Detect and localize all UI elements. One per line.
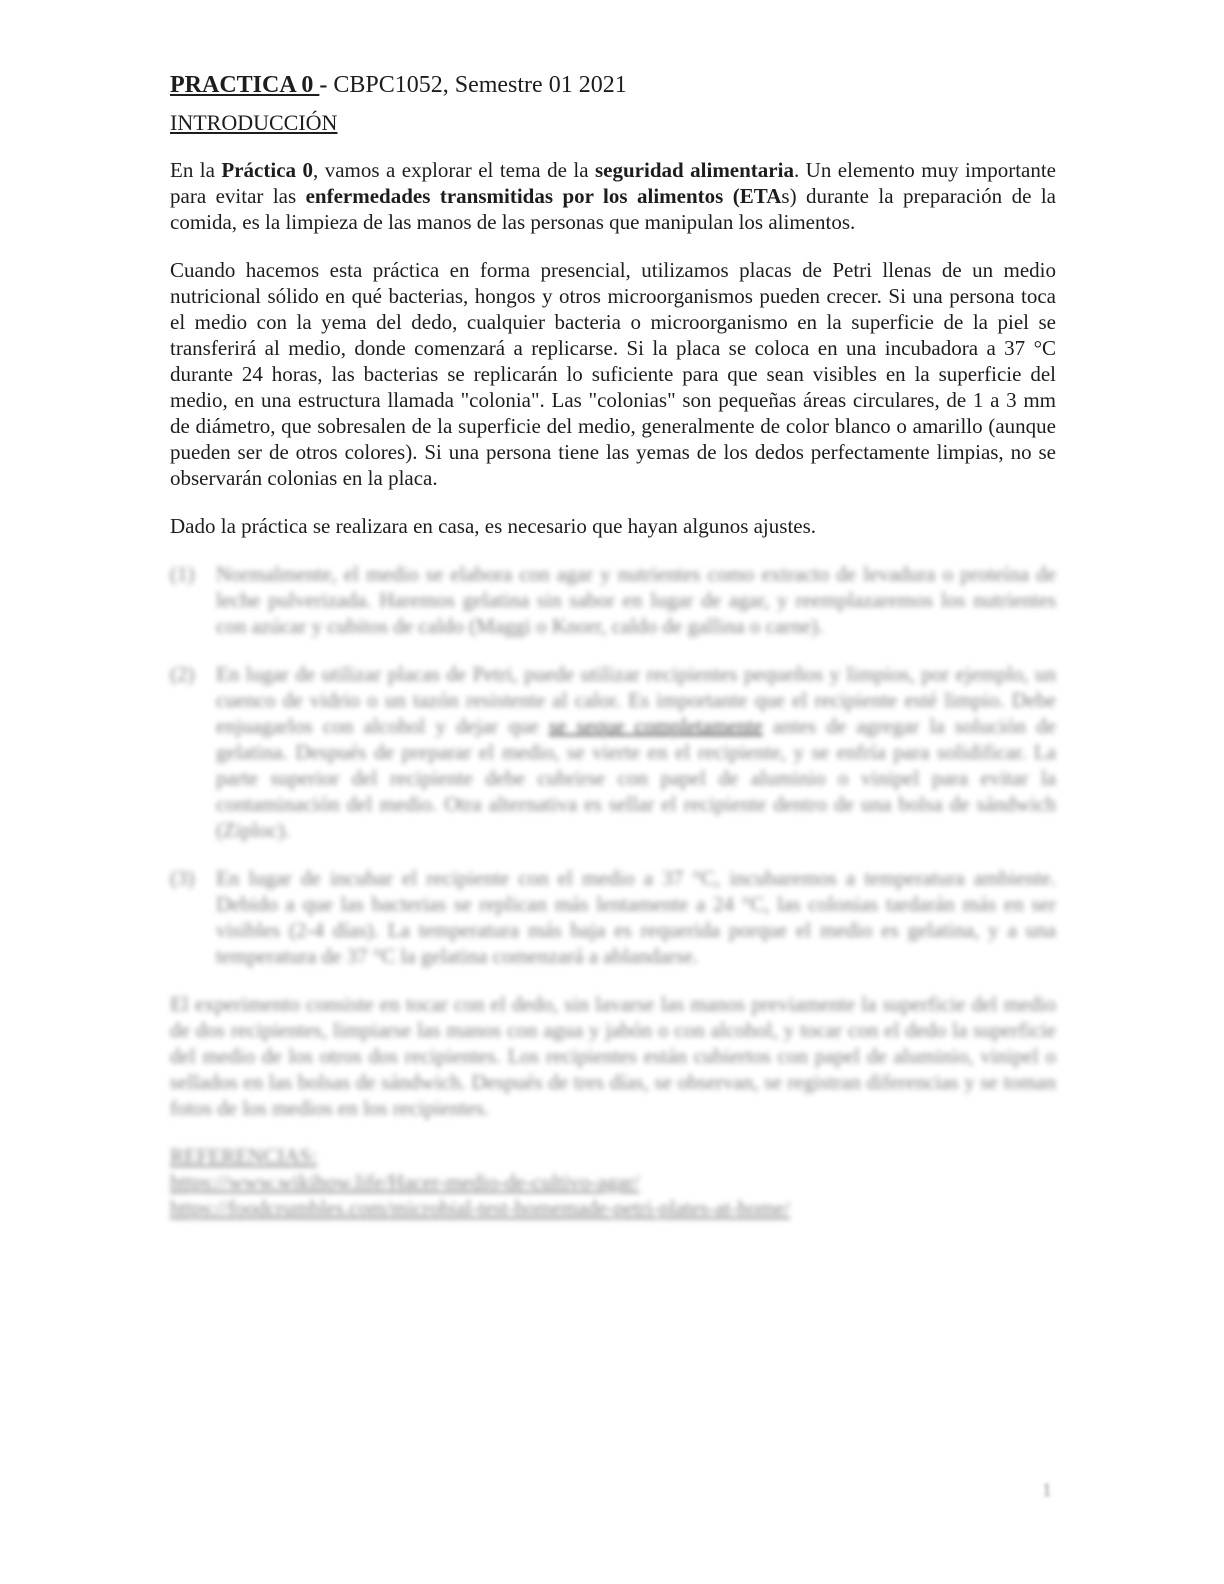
text-run: En lugar de incubar el recipiente con el medio a 37 °C, incubaremos a temperatura ambiente. Debido a que las bacterias se replican más lentamente a 24 °C, las colonias tardarán más en ser visibles (2-4 días). La temperatura más baja es requerida porque el medio es gelatina, y a una temperatura de 37 °C la gelatina comenzará a ablandarse. bbox=[216, 866, 1056, 968]
text-run: , vamos a explorar el tema de la bbox=[313, 158, 595, 182]
adjustment-item-text bbox=[216, 561, 1056, 639]
text-run: . Un elemento muy importante para evitar las bbox=[170, 158, 1057, 208]
text-run: seguridad alimentaria bbox=[595, 158, 794, 182]
adjustment-item-1 bbox=[170, 561, 1056, 639]
text-run bbox=[723, 184, 732, 208]
text-run: - bbox=[319, 72, 334, 98]
text-run: El experimento consiste en tocar con el dedo, sin lavarse las manos previamente la superficie del medio de dos recipientes, limpiarse las manos con agua y jabón o con alcohol, y tocar con el dedo la superficie del medio de los otros dos recipientes. Los recipientes están cubiertos con papel de aluminio, vinipel o sellados en las bolsas de sándwich. Después de tres días, se observan, se registran diferencias y se toman fotos de los medios en los recipientes. bbox=[170, 992, 1056, 1120]
adjustment-item-3 bbox=[170, 865, 1056, 969]
text-run: enfermedades transmitidas por los alimentos bbox=[305, 184, 724, 208]
references-section bbox=[170, 1143, 1056, 1221]
intro-paragraph-2: Cuando hacemos esta práctica en forma presencial, utilizamos placas de Petri llenas de un medio nutricional sólido en qué bacterias, hongos y otros microorganismos pueden crecer. Si una persona toca el medio con la yema del dedo, cualquier bacteria o microorganismo en la superficie de la piel se transferirá al medio, donde comenzará a replicarse. Si la placa se coloca en una incubadora a 37 °C durante 24 horas, las bacterias se replicarán lo suficiente para que sean visibles en la superficie del medio, en una estructura llamada "colonia". Las "colonias" son pequeñas áreas circulares, de 1 a 3 mm de diámetro, que sobresalen de la superficie del medio, generalmente de color blanco o amarillo (aunque pueden ser de otros colores). Si una persona tiene las yemas de los dedos perfectamente limpias, no se observarán colonias en la placa. bbox=[170, 258, 1056, 490]
list-marker: (3) bbox=[170, 866, 195, 890]
adjustment-item-text bbox=[216, 865, 1056, 969]
adjustment-item-2 bbox=[170, 661, 1056, 843]
intro-paragraph-3: Dado la práctica se realizara en casa, es necesario que hayan algunos ajustes. bbox=[170, 514, 817, 538]
reference-link-1[interactable]: https://www.wikihow.life/Hacer-medio-de-cultivo-agar/ bbox=[170, 1170, 640, 1194]
text-run: PRACTICA 0 bbox=[170, 72, 320, 98]
text-run: CBPC1052, Semestre 01 2021 bbox=[333, 72, 627, 98]
text-run: se seque completamente bbox=[548, 714, 763, 738]
adjustment-item-text bbox=[216, 661, 1056, 843]
list-marker: (1) bbox=[170, 562, 195, 586]
list-marker: (2) bbox=[170, 662, 195, 686]
references-heading: REFERENCIAS: bbox=[170, 1144, 318, 1168]
text-run: Normalmente, el medio se elabora con agar y nutrientes como extracto de levadura o proteína de leche pulverizada. Haremos gelatina sin sabor en lugar de agar, y reemplazaremos los nutrientes con azúcar y cubitos de caldo (Maggi o Knorr, caldo de gallina o carne). bbox=[216, 562, 1056, 638]
page-number: 1 bbox=[1042, 1480, 1052, 1501]
text-run: antes de agregar la solución de gelatina. Después de preparar el medio, se vierte en el recipiente, y se enfría para solidificar. La parte superior del recipiente debe cubrirse con papel de aluminio o vinipel para evitar la contaminación del medio. Otra alternativa es sellar el recipiente dentro de una bolsa de sándwich (Ziploc). bbox=[216, 714, 1056, 842]
text-run: Práctica 0 bbox=[221, 158, 313, 182]
text-run: En lugar de utilizar placas de Petri, puede utilizar recipientes pequeños y limpios, por ejemplo, un cuenco de vidrio o un tazón resistente al calor. Es importante que el recipiente esté limpio. Debe enjuagarlos con alcohol y dejar que bbox=[216, 662, 1056, 738]
experiment-paragraph bbox=[170, 991, 1056, 1121]
text-run: (ETA bbox=[732, 184, 782, 208]
text-run: En la bbox=[170, 158, 222, 182]
intro-heading: INTRODUCCIÓN bbox=[170, 110, 338, 135]
intro-paragraph-1 bbox=[170, 157, 1056, 235]
page-title bbox=[170, 70, 1056, 100]
reference-link-2[interactable]: https://foodcrumbles.com/microbial-test-homemade-petri-plates-at-home/ bbox=[170, 1196, 790, 1220]
text-run: s) durante la preparación de la comida, es la limpieza de las manos de las personas que manipulan los alimentos. bbox=[170, 184, 1056, 234]
